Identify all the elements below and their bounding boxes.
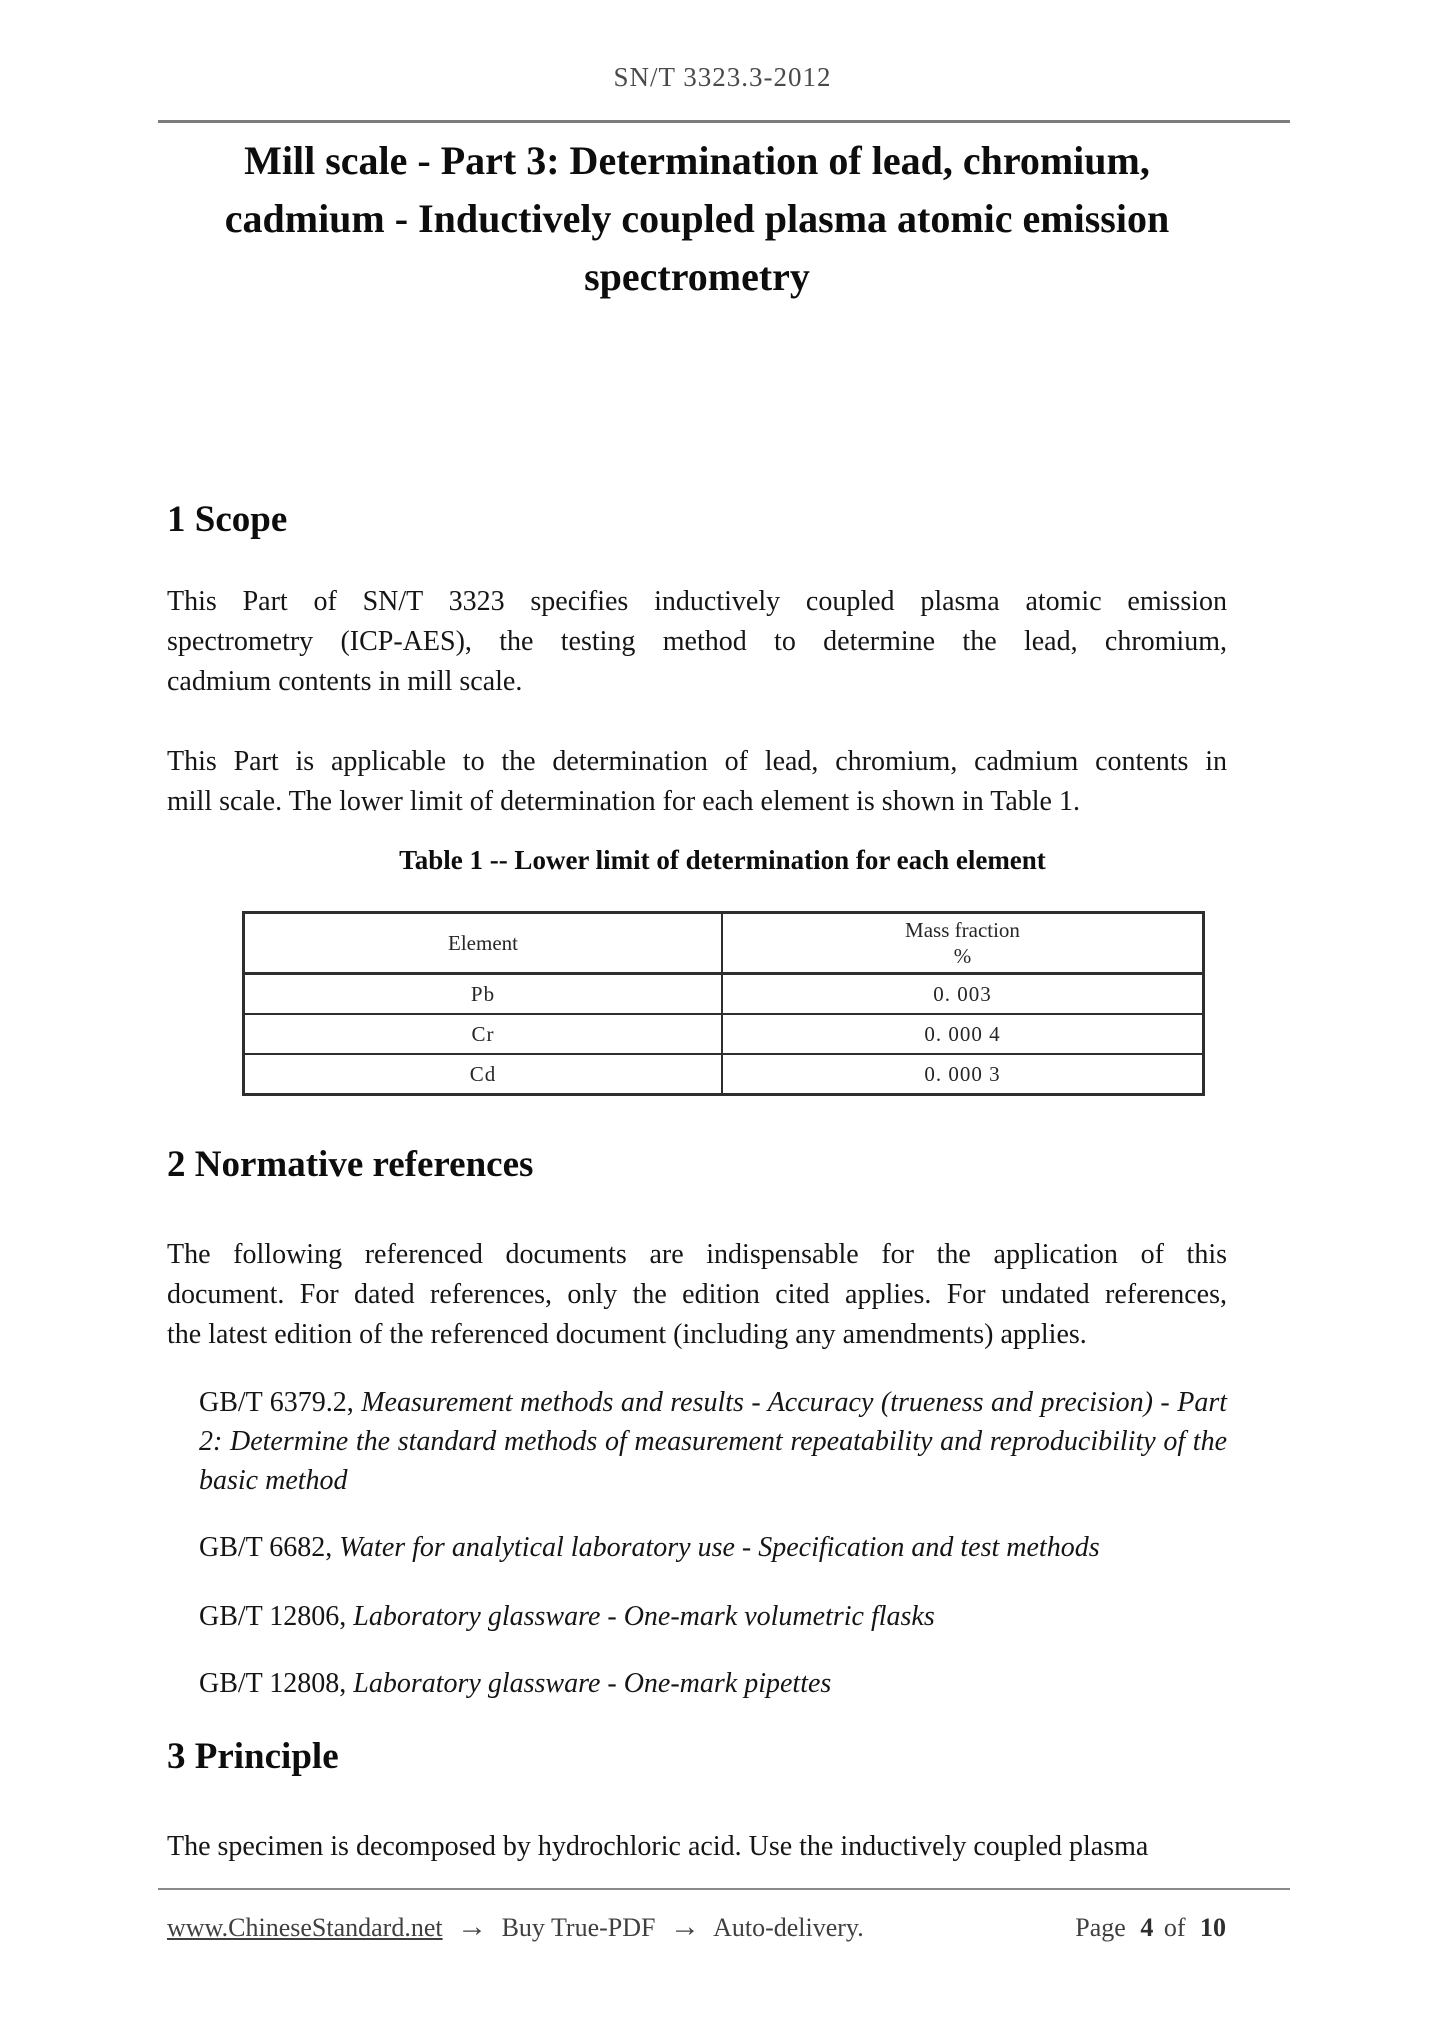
value-cell: 0. 003 <box>722 974 1204 1015</box>
paragraph-line: mill scale. The lower limit of determination for each element is shown in Table 1. <box>167 786 1080 817</box>
reference-title: Laboratory glassware - One-mark volumetric flasks <box>353 1601 935 1632</box>
reference-entry <box>199 1383 1227 1500</box>
auto-delivery-label: Auto-delivery. <box>713 1913 864 1942</box>
reference-code: GB/T 6682, <box>199 1532 333 1563</box>
page-number: 4 <box>1140 1913 1154 1942</box>
page-indicator <box>1075 1913 1230 1943</box>
reference-title: Laboratory glassware - One-mark pipettes <box>353 1668 832 1699</box>
table-row <box>244 1014 1204 1054</box>
table-header-mass-fraction <box>722 913 1204 974</box>
header-rule <box>158 120 1290 123</box>
reference-title: Measurement methods and results - Accuracy (trueness and precision) - Part 2: Determine the standard methods of measurement repeatability and reproducibility of the basic method <box>199 1387 1227 1496</box>
heading-principle: 3 Principle <box>167 1736 339 1777</box>
footer <box>167 1910 1230 1944</box>
reference-entry <box>199 1664 1227 1703</box>
element-cell: Pb <box>244 974 723 1015</box>
paragraph-line: cadmium contents in mill scale. <box>167 666 523 697</box>
scope-paragraph-2 <box>167 742 1227 822</box>
scope-paragraph-1 <box>167 582 1227 702</box>
footer-rule <box>158 1888 1290 1890</box>
header-doc-number: SN/T 3323.3-2012 <box>613 62 832 92</box>
table-1 <box>242 911 1205 1096</box>
footer-promo <box>167 1910 864 1944</box>
total-pages: 10 <box>1200 1913 1226 1942</box>
normative-paragraph <box>167 1235 1227 1355</box>
title-line: cadmium - Inductively coupled plasma atomic emission <box>224 196 1170 241</box>
paragraph-line: This Part is applicable to the determination of lead, chromium, cadmium contents in <box>167 746 1227 777</box>
value-cell: 0. 000 3 <box>722 1054 1204 1095</box>
site-link[interactable]: www.ChineseStandard.net <box>167 1913 443 1942</box>
buy-true-pdf-label: Buy True-PDF <box>501 1913 656 1942</box>
reference-code: GB/T 6379.2, <box>199 1387 354 1418</box>
paragraph-line: the latest edition of the referenced document (including any amendments) applies. <box>167 1319 1087 1350</box>
table-row <box>244 1054 1204 1095</box>
page-word: Page <box>1075 1913 1126 1942</box>
document-title <box>167 132 1227 306</box>
table-1-container <box>242 911 1205 1096</box>
arrow-icon: → <box>457 1910 488 1943</box>
title-line: Mill scale - Part 3: Determination of lead, chromium, <box>244 138 1150 183</box>
table-1-caption: Table 1 -- Lower limit of determination for each element <box>399 845 1046 875</box>
heading-scope: 1 Scope <box>167 499 288 540</box>
reference-entry <box>199 1597 1227 1636</box>
table-row <box>244 974 1204 1015</box>
value-cell: 0. 000 4 <box>722 1014 1204 1054</box>
paragraph-line: The following referenced documents are indispensable for the application of this <box>167 1239 1227 1270</box>
reference-entry <box>199 1528 1227 1567</box>
paragraph-line: This Part of SN/T 3323 specifies inductively coupled plasma atomic emission <box>167 586 1227 617</box>
mass-fraction-label: Mass fraction <box>905 918 1020 942</box>
table-header-element: Element <box>244 913 723 974</box>
arrow-icon: → <box>670 1910 700 1943</box>
reference-title: Water for analytical laboratory use - Specification and test methods <box>339 1532 1100 1563</box>
title-line: spectrometry <box>584 254 810 299</box>
unit-label: % <box>953 944 972 968</box>
paragraph-line: spectrometry (ICP-AES), the testing method to determine the lead, chromium, <box>167 626 1227 657</box>
paragraph-line: document. For dated references, only the edition cited applies. For undated references, <box>167 1279 1227 1310</box>
element-cell: Cr <box>244 1014 723 1054</box>
reference-code: GB/T 12806, <box>199 1601 347 1632</box>
reference-code: GB/T 12808, <box>199 1668 347 1699</box>
element-cell: Cd <box>244 1054 723 1095</box>
principle-paragraph <box>167 1827 1227 1867</box>
table-header-row <box>244 913 1204 974</box>
paragraph-line: The specimen is decomposed by hydrochloric acid. Use the inductively coupled plasma <box>167 1831 1149 1862</box>
heading-normative-references: 2 Normative references <box>167 1144 534 1185</box>
of-word: of <box>1163 1913 1186 1942</box>
